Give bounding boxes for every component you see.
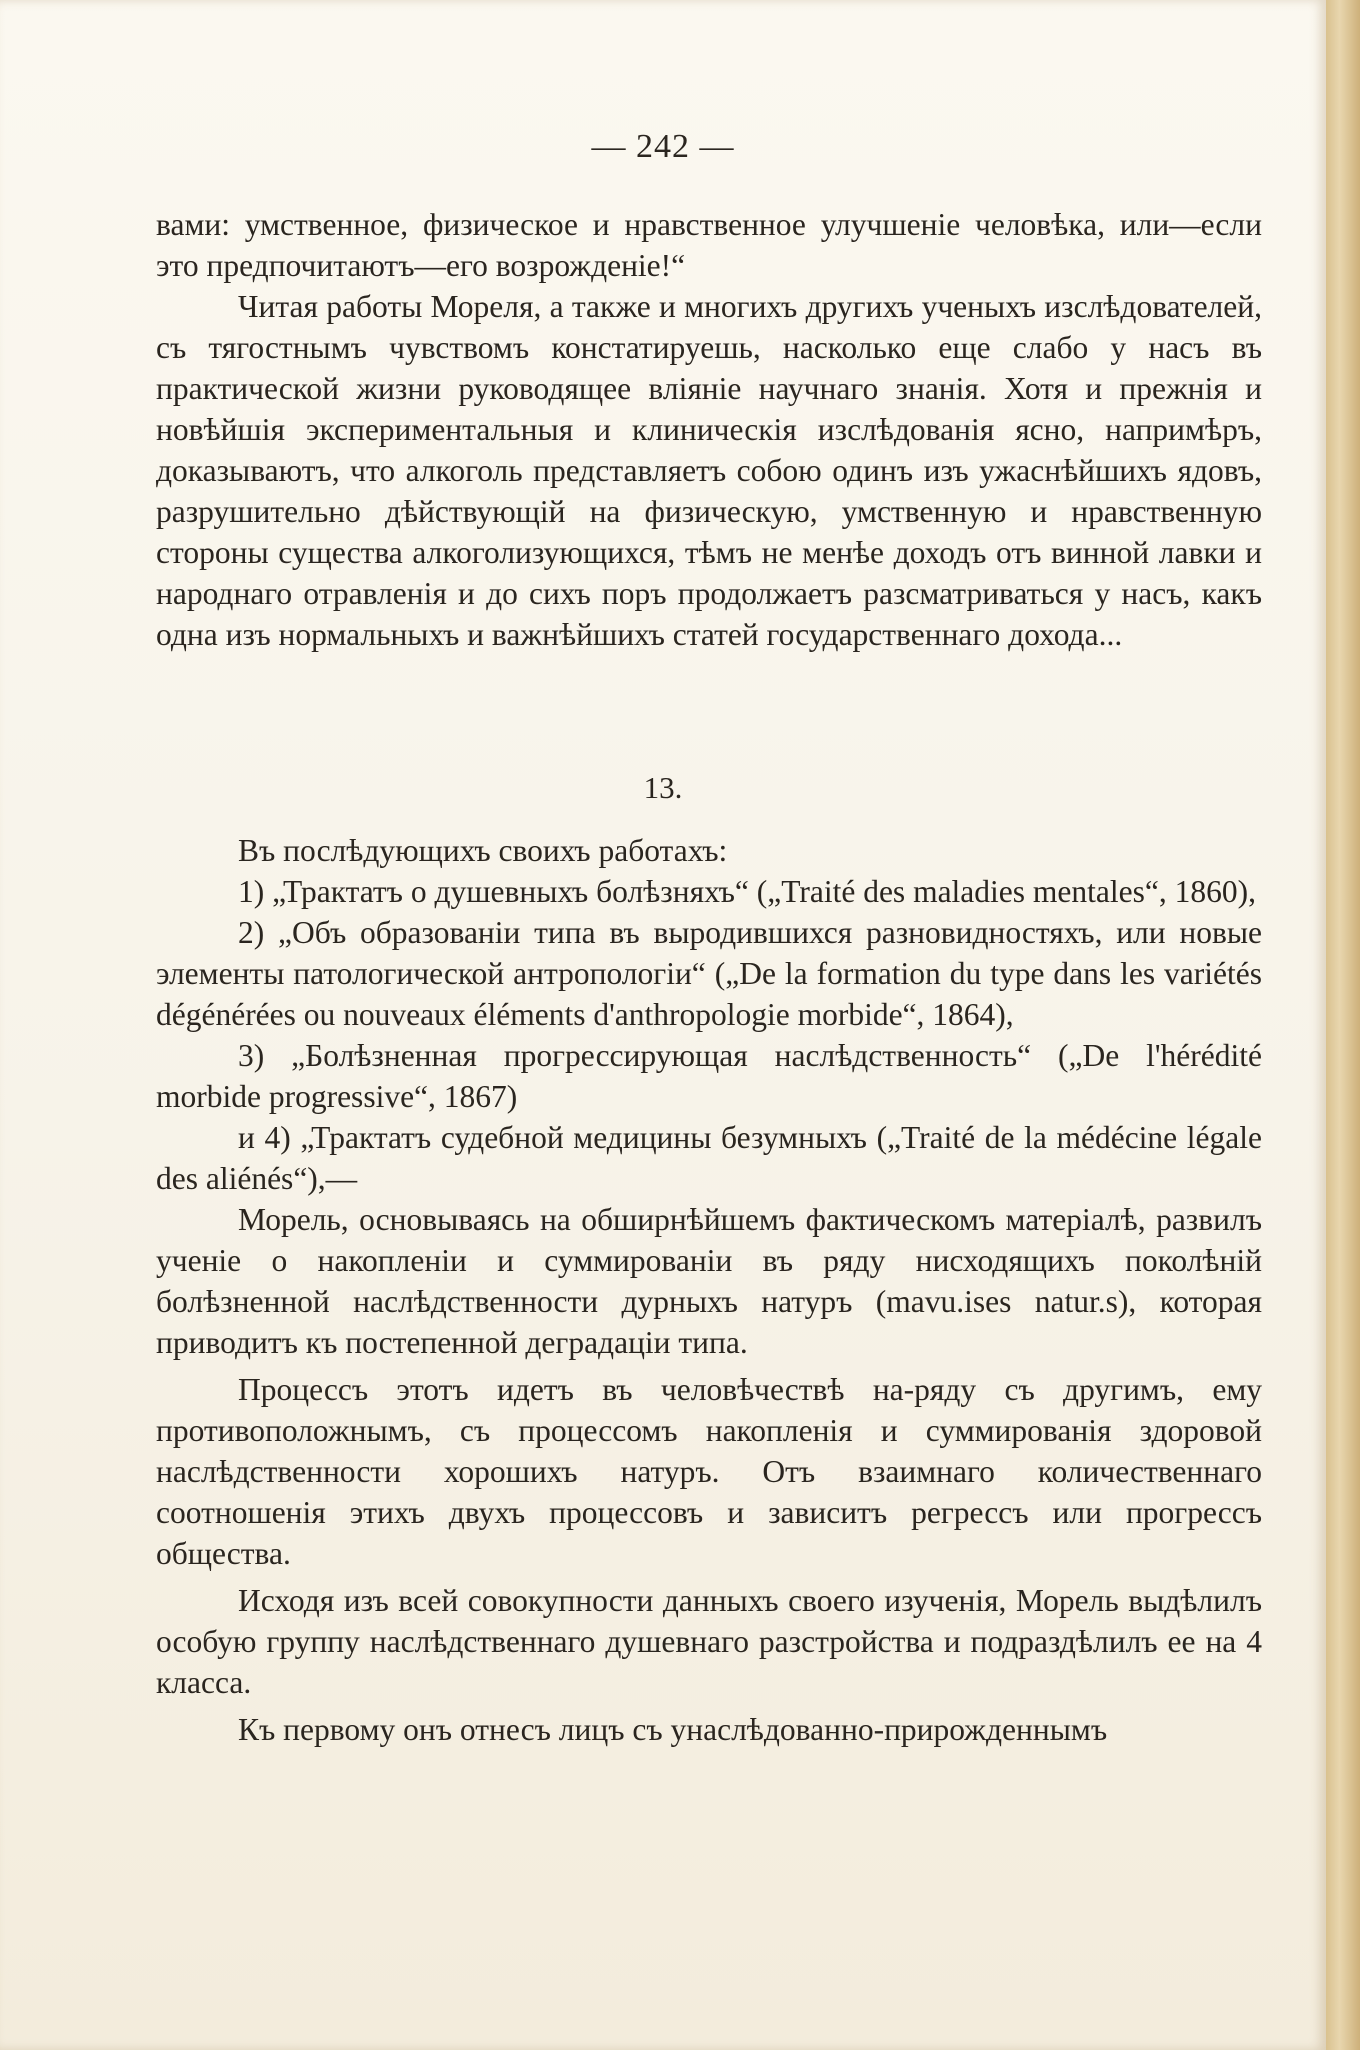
paragraph: Морель, основываясь на обширнѣйшемъ фактическомъ матеріалѣ, развилъ ученіе о накопленіи и суммированіи въ ряду нисходящихъ поколѣній болѣзненной наслѣдственности дурныхъ натуръ (mavu.ises natur.s), которая приводитъ къ постепенной деградаціи типа. (156, 1202, 1262, 1360)
paragraph: вами: умственное, физическое и нравственное улучшеніе человѣка, или—если это предпочитаютъ—его возрожденіе!“ (156, 207, 1262, 283)
section-number: 13. (643, 770, 683, 805)
paragraph: Читая работы Мореля, а также и многихъ другихъ ученыхъ изслѣдователей, съ тягостнымъ чувствомъ констатируешь, насколько еще слабо у насъ въ практической жизни руководящее вліяніе научнаго знанія. Хотя и прежнія и новѣйшія экспериментальныя и клиническія изслѣдованія ясно, напримѣръ, доказываютъ, что алкоголь представляетъ собою одинъ изъ ужаснѣйшихъ ядовъ, разрушительно дѣйствующій на физическую, умственную и нравственную стороны существа алкоголизующихся, тѣмъ не менѣе доходъ отъ винной лавки и народнаго отравленія и до сихъ поръ продолжаетъ разсматриваться у насъ, какъ одна изъ нормальныхъ и важнѣйшихъ статей государственнаго дохода... (156, 289, 1262, 652)
paragraph: Въ послѣдующихъ своихъ работахъ: (238, 833, 728, 868)
page-edge (1326, 0, 1360, 2050)
list-item: 2) „Объ образованіи типа въ выродившихся разновидностяхъ, или новые элементы патологической антропологіи“ („De la formation du type dans les variétés dégénérées ou nouveaux éléments d'anthropologie morbide“, 1864), (156, 915, 1262, 1032)
text-block-bottom (156, 830, 1262, 1750)
list-item: 1) „Трактатъ о душевныхъ болѣзняхъ“ („Traité des maladies mentales“, 1860), (238, 874, 1256, 909)
paragraph: Къ первому онъ отнесъ лицъ съ унаслѣдованно-прирожденнымъ (238, 1712, 1108, 1747)
text-block-top (156, 204, 1262, 655)
list-item: и 4) „Трактатъ судебной медицины безумныхъ („Traité de la médécine légale des aliénés“),— (156, 1120, 1262, 1196)
page-number: — 242 — (591, 128, 735, 165)
paragraph: Процессъ этотъ идетъ въ человѣчествѣ на-ряду съ другимъ, ему противоположнымъ, съ процессомъ накопленія и суммированія здоровой наслѣдственности хорошихъ натуръ. Отъ взаимнаго количественнаго соотношенія этихъ двухъ процессовъ и зависитъ регрессъ или прогрессъ общества. (156, 1372, 1262, 1571)
paragraph: Исходя изъ всей совокупности данныхъ своего изученія, Морель выдѣлилъ особую группу наслѣдственнаго душевнаго разстройства и подраздѣлилъ ее на 4 класса. (156, 1583, 1262, 1700)
list-item: 3) „Болѣзненная прогрессирующая наслѣдственность“ („De l'hérédité morbide progressive“, 1867) (156, 1038, 1262, 1114)
